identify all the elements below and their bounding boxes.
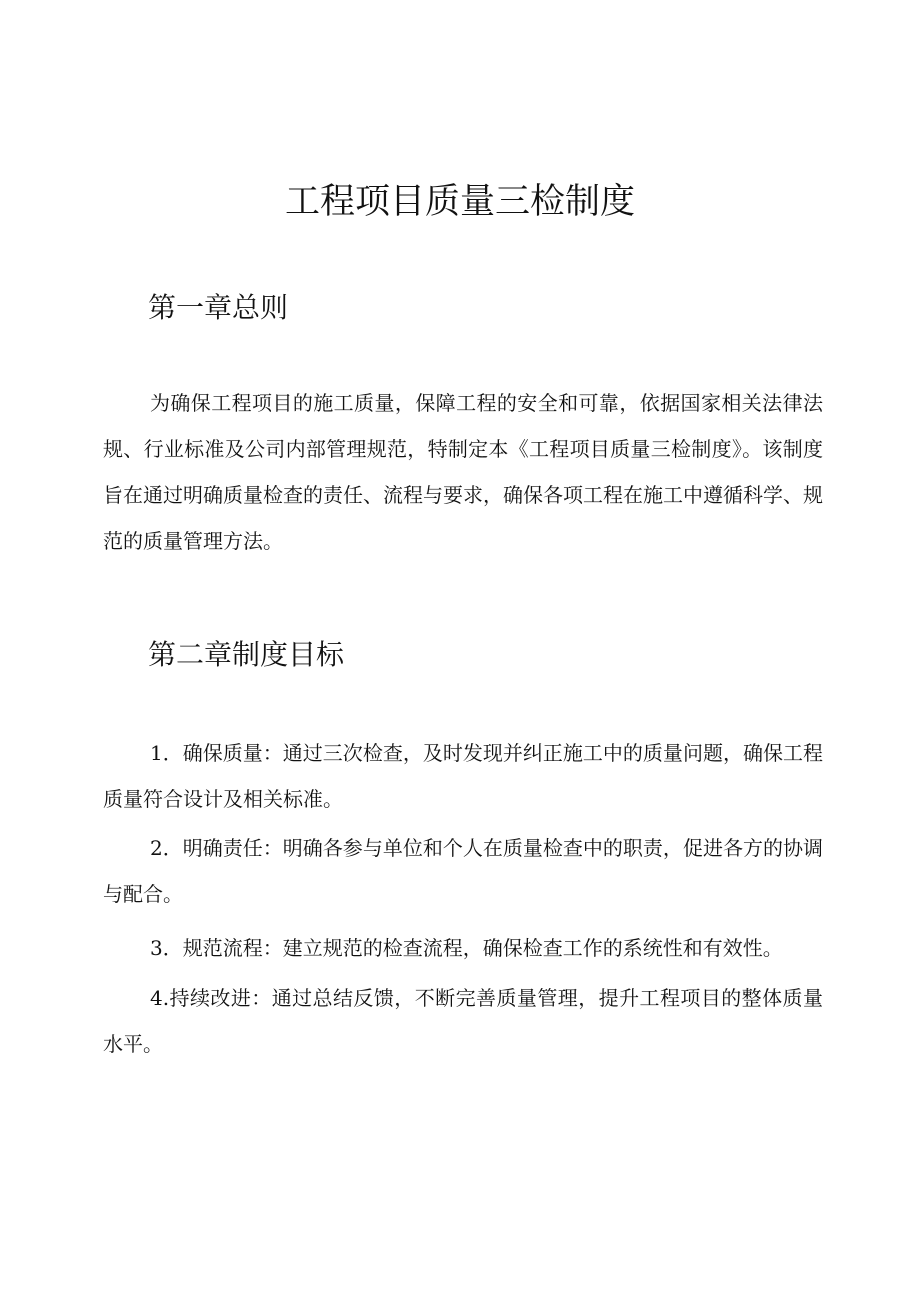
goal-item-4: 4.持续改进：通过总结反馈，不断完善质量管理，提升工程项目的整体质量水平。 bbox=[103, 986, 823, 1056]
chapter-2-heading: 第二章制度目标 bbox=[148, 638, 345, 671]
document-title: 工程项目质量三检制度 bbox=[284, 182, 635, 222]
chapter-1-heading: 第一章总则 bbox=[148, 291, 289, 324]
goal-item-3: 3．规范流程：建立规范的检查流程，确保检查工作的系统性和有效性。 bbox=[150, 936, 783, 960]
chapter-1-paragraph: 为确保工程项目的施工质量，保障工程的安全和可靠，依据国家相关法律法规、行业标准及公司内部管理规范，特制定本《工程项目质量三检制度》。该制度旨在通过明确质量检查的责任、流程与要求，确保各项工程在施工中遵循科学、规范的质量管理方法。 bbox=[103, 391, 823, 553]
goal-item-2: 2．明确责任：明确各参与单位和个人在质量检查中的职责，促进各方的协调与配合。 bbox=[103, 836, 823, 906]
goal-item-1: 1．确保质量：通过三次检查，及时发现并纠正施工中的质量问题，确保工程质量符合设计及相关标准。 bbox=[103, 741, 823, 811]
